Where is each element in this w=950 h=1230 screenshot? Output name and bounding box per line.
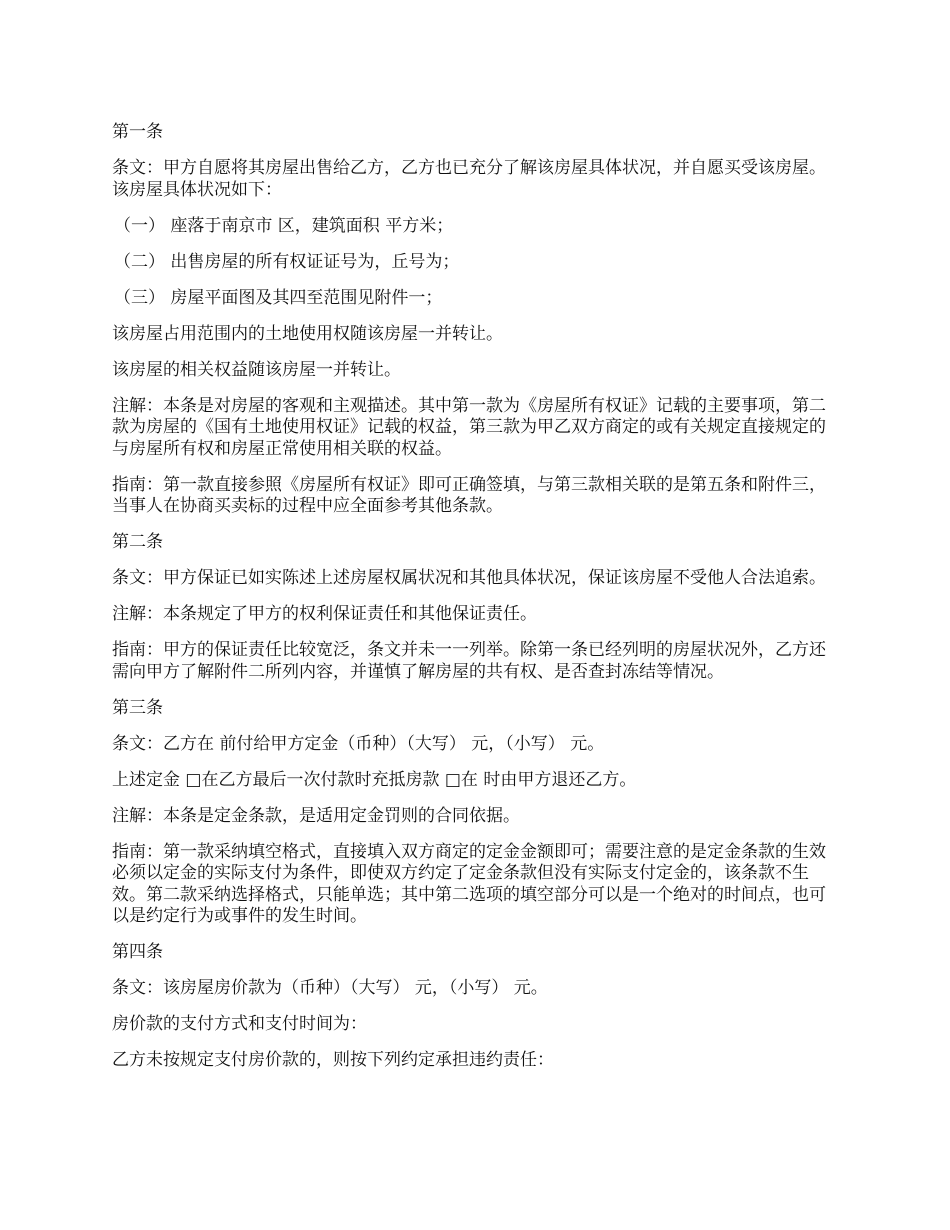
- article-1-item-2: （二） 出售房屋的所有权证证号为，丘号为；: [114, 251, 460, 272]
- article-1-guide: 指南：第一款直接参照《房屋所有权证》即可正确签填，与第三款相关联的是第五条和附件三，当事人在协商买卖标的过程中应全面参考其他条款。: [112, 474, 826, 516]
- article-4-text: 条文：该房屋房价款为（币种）（大写） 元，（小写） 元。: [112, 978, 548, 998]
- article-4-payment-method: 房价款的支付方式和支付时间为：: [112, 1014, 367, 1034]
- article-3-deposit-options: 上述定金 □在乙方最后一次付款时充抵房款 □在 时由甲方退还乙方。: [112, 769, 637, 790]
- article-2-guide: 指南：甲方的保证责任比较宽泛，条文并未一一列举。除第一条已经列明的房屋状况外，乙方还需向甲方了解附件二所列内容，并谨慎了解房屋的共有权、是否查封冻结等情况。: [112, 640, 826, 682]
- article-1-item-1: （一） 座落于南京市 区，建筑面积 平方米；: [114, 215, 454, 236]
- article-1-rights: 该房屋的相关权益随该房屋一并转让。: [112, 359, 401, 380]
- article-3-heading: 第三条: [112, 697, 163, 718]
- article-3-text: 条文：乙方在 前付给甲方定金（币种）（大写） 元，（小写） 元。: [112, 733, 605, 754]
- article-1-text: 条文：甲方自愿将其房屋出售给乙方，乙方也已充分了解该房屋具体状况，并自愿买受该房屋。该房屋具体状况如下：: [112, 158, 826, 200]
- article-4-heading: 第四条: [112, 942, 163, 962]
- article-1-item-3: （三） 房屋平面图及其四至范围见附件一；: [114, 287, 443, 308]
- article-1-note: 注解：本条是对房屋的客观和主观描述。其中第一款为《房屋所有权证》记载的主要事项，第二款为房屋的《国有土地使用权证》记载的权益，第三款为甲乙双方商定的或有关规定直接规定的与房屋所有权和房屋正常使用相关联的权益。: [112, 395, 826, 459]
- article-4-default-liability: 乙方未按规定支付房价款的，则按下列约定承担违约责任：: [112, 1050, 554, 1070]
- article-2-heading: 第二条: [112, 532, 163, 552]
- article-2-text: 条文：甲方保证已如实陈述上述房屋权属状况和其他具体状况，保证该房屋不受他人合法追索。: [112, 568, 826, 588]
- article-1-land-use: 该房屋占用范围内的土地使用权随该房屋一并转让。: [112, 323, 503, 344]
- article-3-note: 注解：本条是定金条款，是适用定金罚则的合同依据。: [112, 805, 520, 826]
- article-1-heading: 第一条: [112, 122, 163, 142]
- article-3-guide: 指南：第一款采纳填空格式，直接填入双方商定的定金金额即可；需要注意的是定金条款的生效必须以定金的实际支付为条件，即使双方约定了定金条款但没有实际支付定金的，该条款不生效。第二款采纳选择格式，只能单选；其中第二选项的填空部分可以是一个绝对的时间点，也可以是约定行为或事件的发生时间。: [112, 841, 826, 926]
- document-body: [112, 122, 842, 1086]
- article-2-note: 注解：本条规定了甲方的权利保证责任和其他保证责任。: [112, 604, 537, 624]
